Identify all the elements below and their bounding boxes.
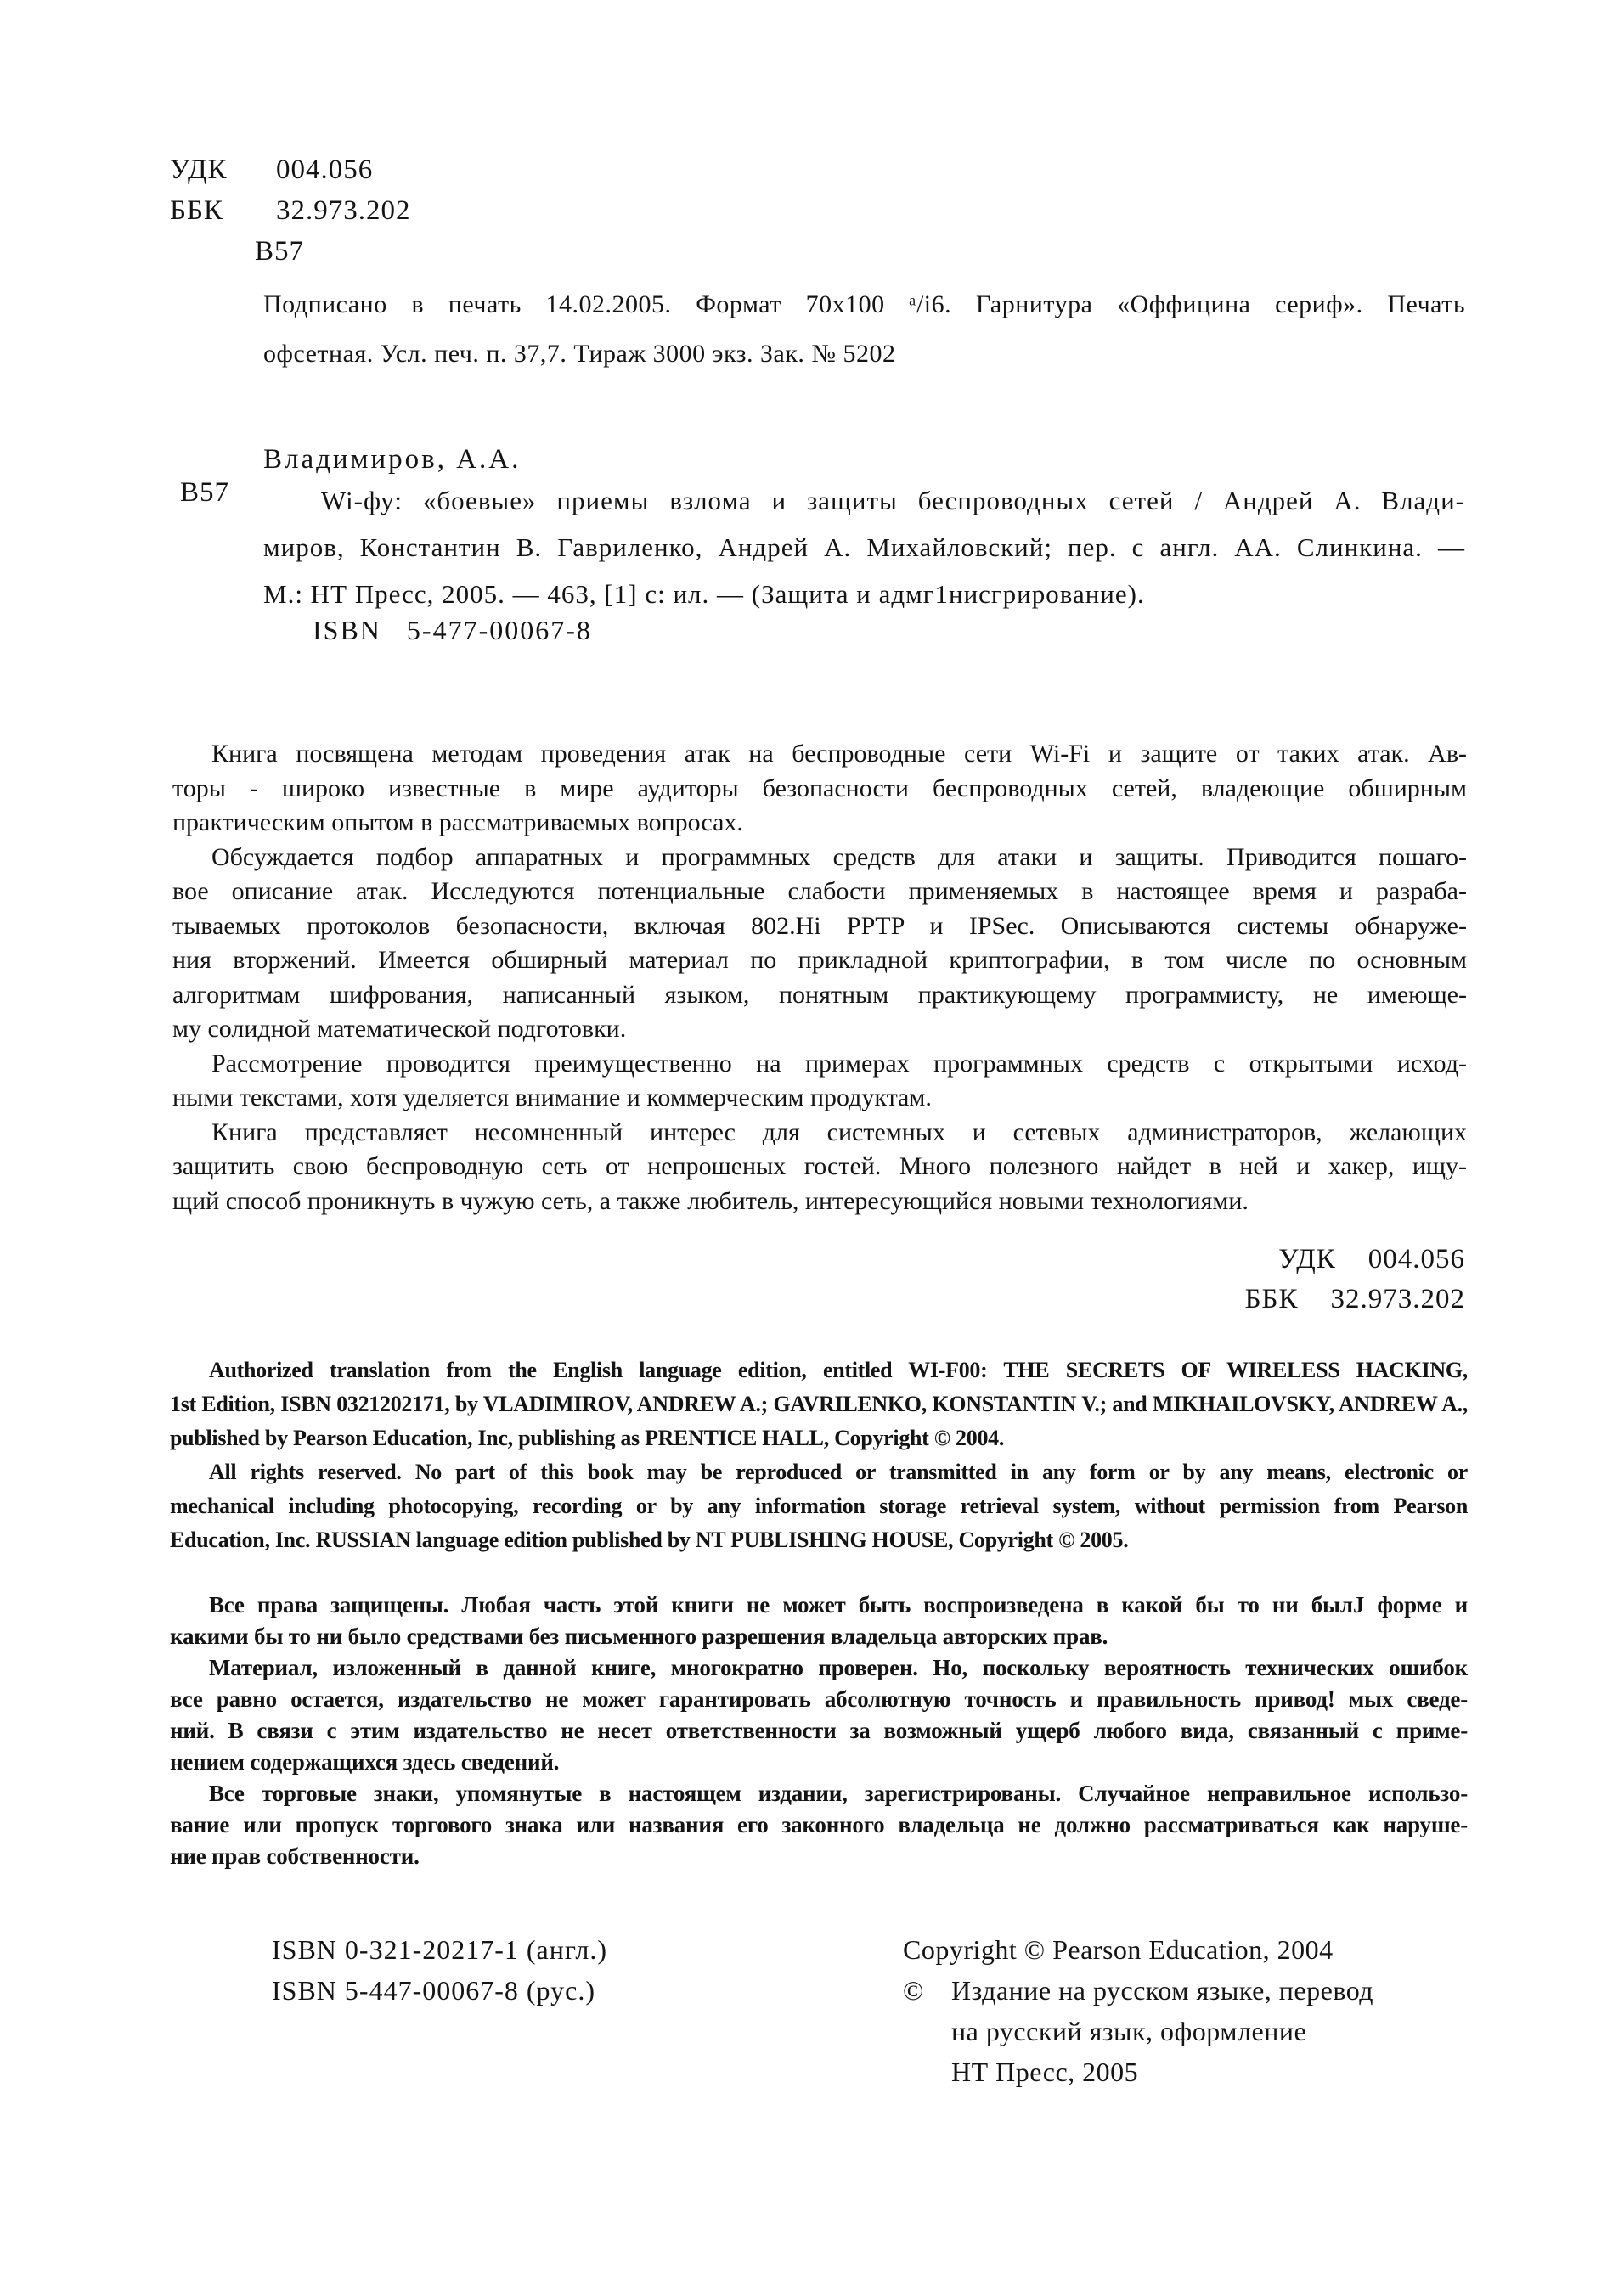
text-line: Подписано в печать 14.02.2005. Формат 70х100 ᵃ/i6. Гарнитура «Оффицина сериф». Печать [263,290,1465,318]
text-line: 1st Edition, ISBN 0321202171, by VLADIMIROV, ANDREW A.; GAVRILENKO, KONSTANTIN V.; and MIKHAILOVSKY, ANDREW A., [170,1392,1468,1416]
text-line: Все права защищены. Любая часть этой книги не может быть воспроизведена в какой бы то ни былJ форме и [209,1592,1468,1618]
udk-row [170,149,411,190]
paragraph [263,280,1465,379]
bbk-row-right [1245,1280,1465,1320]
paragraph [172,841,1467,1047]
text-line: ными текстами, хотя уделяется внимание и коммерческим продуктам. [172,1083,932,1111]
footer-isbn-english: ISBN 0-321-20217-1 (англ.) [272,1934,607,1965]
footer-copyright-russian-row [903,1970,1373,2011]
annotation-block [172,737,1467,1218]
bbk-row [170,190,411,231]
text-line: Wi-фу: «боевые» приемы взлома и защиты беспроводных сетей / Андрей А. Влади- [321,486,1465,515]
text-line: Книга представляет несомненный интерес для системных и сетевых администраторов, желающих [211,1117,1467,1146]
bbk-value: 32.973.202 [276,195,411,226]
footer-copyright-ru-line3: НТ Пресс, 2005 [951,2057,1139,2087]
english-copyright-notice [170,1353,1468,1557]
text-line: вание или пропуск торгового знака или названия его законного владельца не должно рассматриваться как наруше- [170,1812,1468,1837]
paragraph [172,1047,1467,1116]
footer-copyright-pearson: Copyright © Pearson Education, 2004 [903,1934,1334,1965]
text-line: Authorized translation from the English language edition, entitled WI-F00: THE SECRETS OF WIRELESS HACKING, [209,1358,1468,1382]
text-line: какими бы то ни было средствами без письменного разрешения владельца авторских прав. [170,1624,1108,1649]
paragraph [172,1116,1467,1219]
udk-value: 004.056 [276,155,374,185]
text-line: ний. В связи с этим издательство не несет ответственности за возможный ущерб любого вида, связанный с приме- [170,1718,1468,1743]
paragraph [170,1353,1468,1455]
isbn-label: ISBN [313,615,381,645]
text-line: му солидной математической подготовки. [172,1015,627,1043]
udk-label-right: УДК [1278,1244,1336,1275]
udk-row-right [1245,1240,1465,1280]
text-line: офсетная. Усл. печ. п. 37,7. Тираж 3000 экз. Зак. № 5202 [263,340,896,368]
text-line: ние прав собственности. [170,1843,420,1869]
footer-isbn-column [272,1929,607,2011]
author-name: Владимиров, А.А. [263,444,522,475]
text-line: миров, Константин В. Гавриленко, Андрей А. Михайловский; пер. с англ. АА. Слинкина. — [263,532,1465,562]
bbk-label: ББК [170,195,223,226]
isbn-main-line [313,615,592,646]
paragraph [170,1778,1468,1872]
copyright-sign: © [903,1975,924,2006]
text-line: практическим опытом в рассматриваемых вопросах. [172,808,743,836]
footer-copyright-ru-line1: Издание на русском языке, перевод [951,1975,1374,2006]
print-imprint-paragraph [263,280,1465,379]
catalog-b57-code: В57 [180,477,230,508]
footer-copyright-ru-line2: на русский язык, оформление [951,2016,1307,2046]
top-bibliographic-codes [170,149,411,272]
paragraph [172,737,1467,841]
footer-isbn-russian: ISBN 5-447-00067-8 (рус.) [272,1975,595,2006]
udk-value-right: 004.056 [1367,1244,1465,1275]
text-line: алгоритмам шифрования, написанный языком, понятным практикующему программисту, не имеюще- [172,980,1467,1009]
text-line: Все торговые знаки, упомянутые в настоящем издании, зарегистрированы. Случайное неправильное использо- [209,1781,1468,1806]
paragraph [170,1590,1468,1652]
text-line: торы - широко известные в мире аудиторы безопасности беспроводных сетей, владеющие обширным [172,774,1467,802]
text-line: нением содержащихся здесь сведений. [170,1749,560,1775]
isbn-value: 5-477-00067-8 [406,615,592,645]
text-line: Материал, изложенный в данной книге, многократно проверен. Но, поскольку вероятность технических ошибок [209,1655,1468,1680]
text-line: М.: НТ Пресс, 2005. — 463, [1] с: ил. — (Защита и адмг1нисгрирование). [263,579,1145,609]
bbk-label-right: ББК [1244,1284,1299,1314]
text-line: Education, Inc. RUSSIAN language edition published by NT PUBLISHING HOUSE, Copyright © 2005. [170,1528,1129,1552]
b57-code: В57 [255,236,305,267]
text-line: ния вторжений. Имеется обширный материал по прикладной криптографии, в том числе по основным [172,946,1467,974]
bbk-value-right: 32.973.202 [1330,1284,1465,1314]
right-bibliographic-codes [1245,1240,1465,1320]
text-line: щий способ проникнуть в чужую сеть, а также любитель, интересующийся новыми технологиями. [172,1186,1249,1215]
footer-copyright-column [903,1929,1373,2092]
russian-rights-notice [170,1590,1468,1872]
catalog-card-entry [263,477,1465,617]
text-line: published by Pearson Education, Inc, publishing as PRENTICE HALL, Copyright © 2004. [170,1426,1005,1450]
paragraph [170,1455,1468,1557]
udk-label: УДК [170,155,228,185]
text-line: защитить свою беспроводную сеть от непрошеных гостей. Много полезного найдет в ней и хакер, ищу- [172,1152,1467,1180]
text-line: вое описание атак. Исследуются потенциальные слабости применяемых в настоящее время и разраба- [172,877,1467,905]
text-line: All rights reserved. No part of this book may be reproduced or transmitted in any form or by any means, electronic or [209,1460,1468,1484]
text-line: тываемых протоколов безопасности, включая 802.Hi PPTP и IPSec. Описываются системы обнаруже- [172,911,1467,940]
text-line: mechanical including photocopying, recording or by any information storage retrieval system, without permission from Pearson [170,1494,1468,1518]
text-line: Рассмотрение проводится преимущественно на примерах программных средств с открытыми исход- [211,1049,1467,1078]
paragraph [263,477,1465,617]
paragraph [170,1652,1468,1778]
text-line: Книга посвящена методам проведения атак на беспроводные сети Wi-Fi и защите от таких атак. Ав- [211,740,1467,768]
text-line: Обсуждается подбор аппаратных и программных средств для атаки и защиты. Приводится пошаго- [211,842,1467,871]
text-line: все равно остается, издательство не может гарантировать абсолютную точность и правильность привод! мых сведе- [170,1686,1468,1712]
